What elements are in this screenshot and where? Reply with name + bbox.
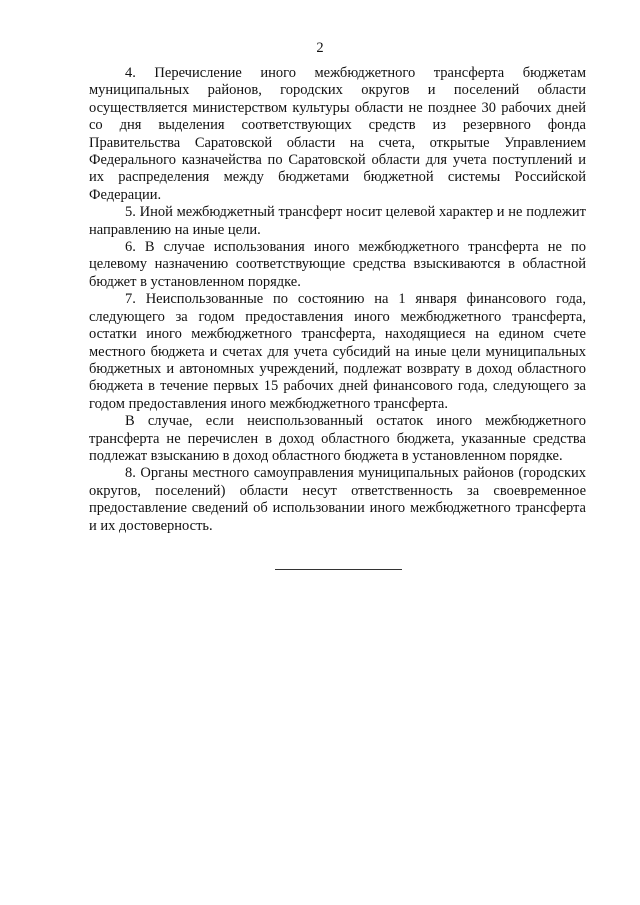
page-number: 2 (316, 40, 324, 56)
document-body (89, 65, 586, 535)
paragraph-item-4: 4. Перечисление иного межбюджетного трансферта бюджетам муниципальных районов, городских округов и поселений области осуществляется министерством культуры области не позднее 30 рабочих дней со дня выделения соответствующих средств из резервного фонда Правительства Саратовской области на счета, открытые Управлением Федерального казначейства по Саратовской области для учета поступлений и их распределения между бюджетами бюджетной системы Российской Федерации. (89, 65, 586, 203)
paragraph-item-5: 5. Иной межбюджетный трансферт носит целевой характер и не подлежит направлению на иные цели. (89, 204, 586, 238)
end-divider-line (275, 569, 402, 570)
paragraph-item-8: 8. Органы местного самоуправления муниципальных районов (городских округов, поселений) области несут ответственность за своевременное предоставление сведений об использовании иного межбюджетного трансферта и их достоверность. (89, 465, 586, 534)
paragraph-item-7: 7. Неиспользованные по состоянию на 1 января финансового года, следующего за годом предоставления иного межбюджетного трансферта, остатки иного межбюджетного трансферта, находящиеся на едином счете местного бюджета и счетах для учета субсидий на иные цели муниципальных бюджетных и автономных учреждений, подлежат возврату в доход областного бюджета в течение первых 15 рабочих дней финансового года, следующего за годом предоставления иного межбюджетного трансферта. (89, 291, 586, 412)
paragraph-item-7-continuation: В случае, если неиспользованный остаток иного межбюджетного трансферта не перечислен в доход областного бюджета, указанные средства подлежат взысканию в доход областного бюджета в установленном порядке. (89, 413, 586, 464)
paragraph-item-6: 6. В случае использования иного межбюджетного трансферта не по целевому назначению соответствующие средства взыскиваются в областной бюджет в установленном порядке. (89, 239, 586, 290)
